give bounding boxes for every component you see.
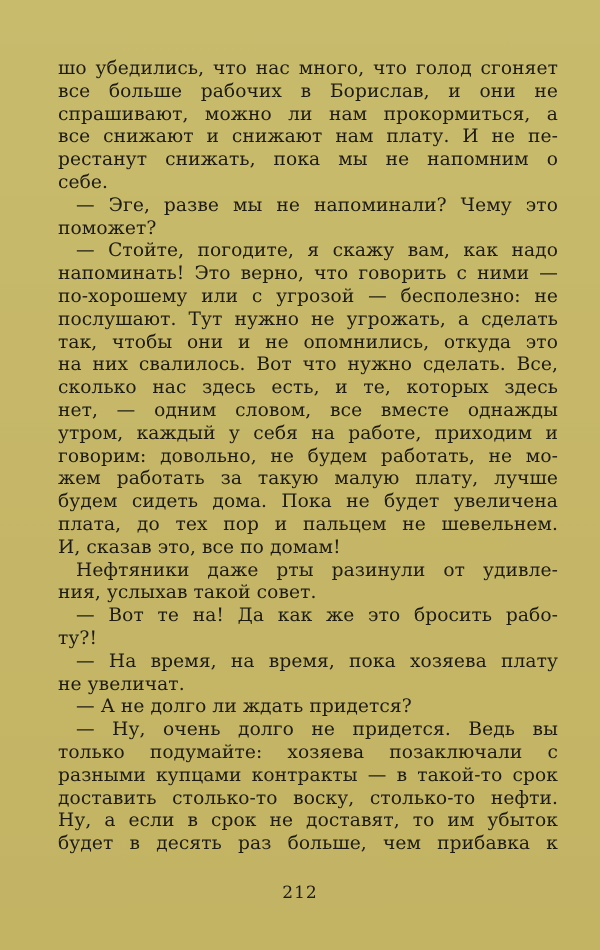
text-line: на них свалилось. Вот что нужно сделать. Все, bbox=[58, 354, 558, 376]
text-line: себе. bbox=[58, 171, 109, 193]
text-line: — На время, на время, пока хозяева плату bbox=[76, 650, 558, 672]
text-line: утром, каждый у себя на работе, приходим и bbox=[58, 422, 558, 444]
body-text bbox=[58, 58, 558, 856]
text-line: шо убедились, что нас много, что голод сгоняет bbox=[58, 58, 558, 79]
text-line: все больше рабочих в Борислав, и они не bbox=[58, 80, 558, 102]
text-line: рестанут снижать, пока мы не напомним о bbox=[58, 149, 558, 171]
text-line: И, сказав это, все по домам! bbox=[58, 536, 341, 558]
text-line: Ну, а если в срок не доставят, то им убыток bbox=[58, 810, 558, 832]
text-line: — Эге, разве мы не напоминали? Чему это bbox=[76, 194, 558, 216]
text-line: — А не долго ли ждать придется? bbox=[76, 696, 412, 718]
text-line: — Ну, очень долго не придется. Ведь вы bbox=[76, 719, 558, 741]
text-line: говорим: довольно, не будем работать, не мо- bbox=[58, 445, 558, 467]
text-line: напоминать! Это верно, что говорить с ними — bbox=[58, 263, 558, 285]
text-line: разными купцами контракты — в такой-то срок bbox=[58, 764, 558, 786]
text-line: будем сидеть дома. Пока не будет увеличена bbox=[58, 491, 558, 513]
text-line: так, чтобы они и не опомнились, откуда это bbox=[58, 331, 558, 353]
text-line: — Стойте, погодите, я скажу вам, как надо bbox=[76, 240, 558, 262]
text-line: будет в десять раз больше, чем прибавка к bbox=[58, 833, 558, 855]
text-line: плата, до тех пор и пальцем не шевельнем. bbox=[58, 513, 558, 535]
text-line: — Вот те на! Да как же это бросить рабо- bbox=[76, 605, 558, 627]
text-line: доставить столько-то воску, столько-то нефти. bbox=[58, 787, 558, 809]
text-line: по-хорошему или с угрозой — бесполезно: не bbox=[58, 285, 558, 307]
text-line: поможет? bbox=[58, 217, 157, 239]
text-line: Нефтяники даже рты разинули от удивле- bbox=[76, 559, 558, 581]
text-line: ния, услыхав такой совет. bbox=[58, 582, 317, 604]
text-line: все снижают и снижают нам плату. И не пе- bbox=[58, 126, 558, 148]
text-line: жем работать за такую малую плату, лучше bbox=[58, 468, 558, 490]
text-line: послушают. Тут нужно не угрожать, а сделать bbox=[58, 308, 558, 330]
text-line: ту?! bbox=[58, 627, 98, 649]
text-line: нет, — одним словом, все вместе однажды bbox=[58, 399, 558, 421]
text-line: спрашивают, можно ли нам прокормиться, а bbox=[58, 103, 558, 125]
page-number: 212 bbox=[282, 883, 318, 903]
text-line: только подумайте: хозяева позаключали с bbox=[58, 741, 558, 763]
text-line: сколько нас здесь есть, и те, которых здесь bbox=[58, 377, 558, 399]
text-line: не увеличат. bbox=[58, 673, 185, 695]
